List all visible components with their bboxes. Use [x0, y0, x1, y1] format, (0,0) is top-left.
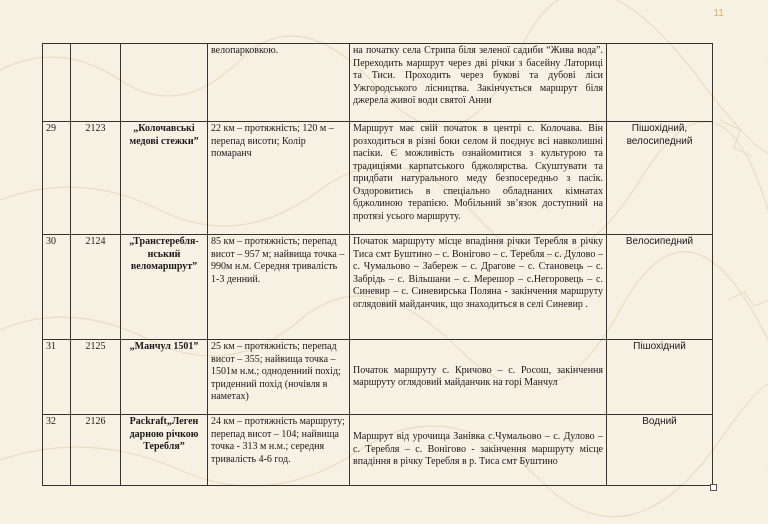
table-row — [43, 44, 713, 122]
route-name: „Манчул 1501” — [121, 340, 208, 415]
route-params: 22 км – протяжність; 120 м – перепад висоти; Колір помаранч — [208, 122, 350, 235]
route-number: 29 — [43, 122, 71, 235]
route-description: Маршрут від урочища Занівка с.Чумальово – с. Дулово – с. Теребля – с. Вонігово - закінчення маршруту місце впадіння в річку Теребля в р. Тиса смт Буштино — [350, 415, 607, 486]
route-code: 2123 — [71, 122, 121, 235]
route-type: Велосипедний — [607, 235, 713, 340]
route-description: на початку села Стрипа біля зеленої садиби “Жива вода”. Переходить маршрут через дві річки з басейну Латориці та Тиси. Проходить через букові та дубові ліси Ужгородського лісництва. Закінчується маршрут біля джерела живої води святої Анни — [350, 44, 607, 122]
route-name — [121, 44, 208, 122]
route-params: 85 км – протяжність; перепад висот – 957 м; найвища точка – 990м н.м. Середня тривалість 1-3 денний. — [208, 235, 350, 340]
route-number — [43, 44, 71, 122]
route-description: Початок маршруту с. Кричово – с. Росош, закінчення маршруту оглядовий майданчик на горі Манчул — [350, 340, 607, 415]
route-code: 2124 — [71, 235, 121, 340]
route-code: 2126 — [71, 415, 121, 486]
route-description: Маршрут має свій початок в центрі с. Колочава. Він розходиться в різні боки селом й поєднує всі навколишні пасіки. Є можливість ознайомитися з культурою та традиціями карпатського бджолярства. Скуштувати та придбати натурального меду безпосередньо з пасік. Оздоровитись в спеціально обладнаних кімнатах бджолиною терапією. Мобільний зв’язок доступний на протязі усього маршруту. — [350, 122, 607, 235]
route-params: 25 км – протяжність; перепад висот – 355; найвища точка – 1501м н.м.; одноденний похід; триденний похід (ночівля в наметах) — [208, 340, 350, 415]
table-row — [43, 415, 713, 486]
routes-table — [42, 43, 713, 486]
route-code: 2125 — [71, 340, 121, 415]
table-row — [43, 235, 713, 340]
route-type — [607, 44, 713, 122]
route-type: Водний — [607, 415, 713, 486]
route-params: велопарковкою. — [208, 44, 350, 122]
route-params: 24 км – протяжність маршруту; перепад висот – 104; найвища точка - 313 м н.м.; середня тривалість 4-6 год. — [208, 415, 350, 486]
route-name: „Колочавські медові стежки” — [121, 122, 208, 235]
route-type: Пішохідний, велосипедний — [607, 122, 713, 235]
corner-marker — [710, 484, 717, 491]
route-name: Packraft„Леген дарною річкою Теребля” — [121, 415, 208, 486]
route-number: 30 — [43, 235, 71, 340]
table-row — [43, 122, 713, 235]
table-row — [43, 340, 713, 415]
route-code — [71, 44, 121, 122]
route-number: 32 — [43, 415, 71, 486]
route-type: Пішохідний — [607, 340, 713, 415]
route-name: „Транстереблянський веломаршрут” — [121, 235, 208, 340]
route-number: 31 — [43, 340, 71, 415]
page-number: 11 — [713, 8, 724, 19]
route-description: Початок маршруту місце впадіння річки Теребля в річку Тиса смт Буштино – с. Вонігово – с. Теребля – с. Дулово – с. Чумальово – Забереж – с. Драгове – с. Становець – с. Забрідь – с. Вільшани – с. Мерешор – с.Негоровець – с. Синевир – с. Синевирська Поляна - закінчення маршруту оглядовий майданчик, що знаходиться в селі Синевир . — [350, 235, 607, 340]
